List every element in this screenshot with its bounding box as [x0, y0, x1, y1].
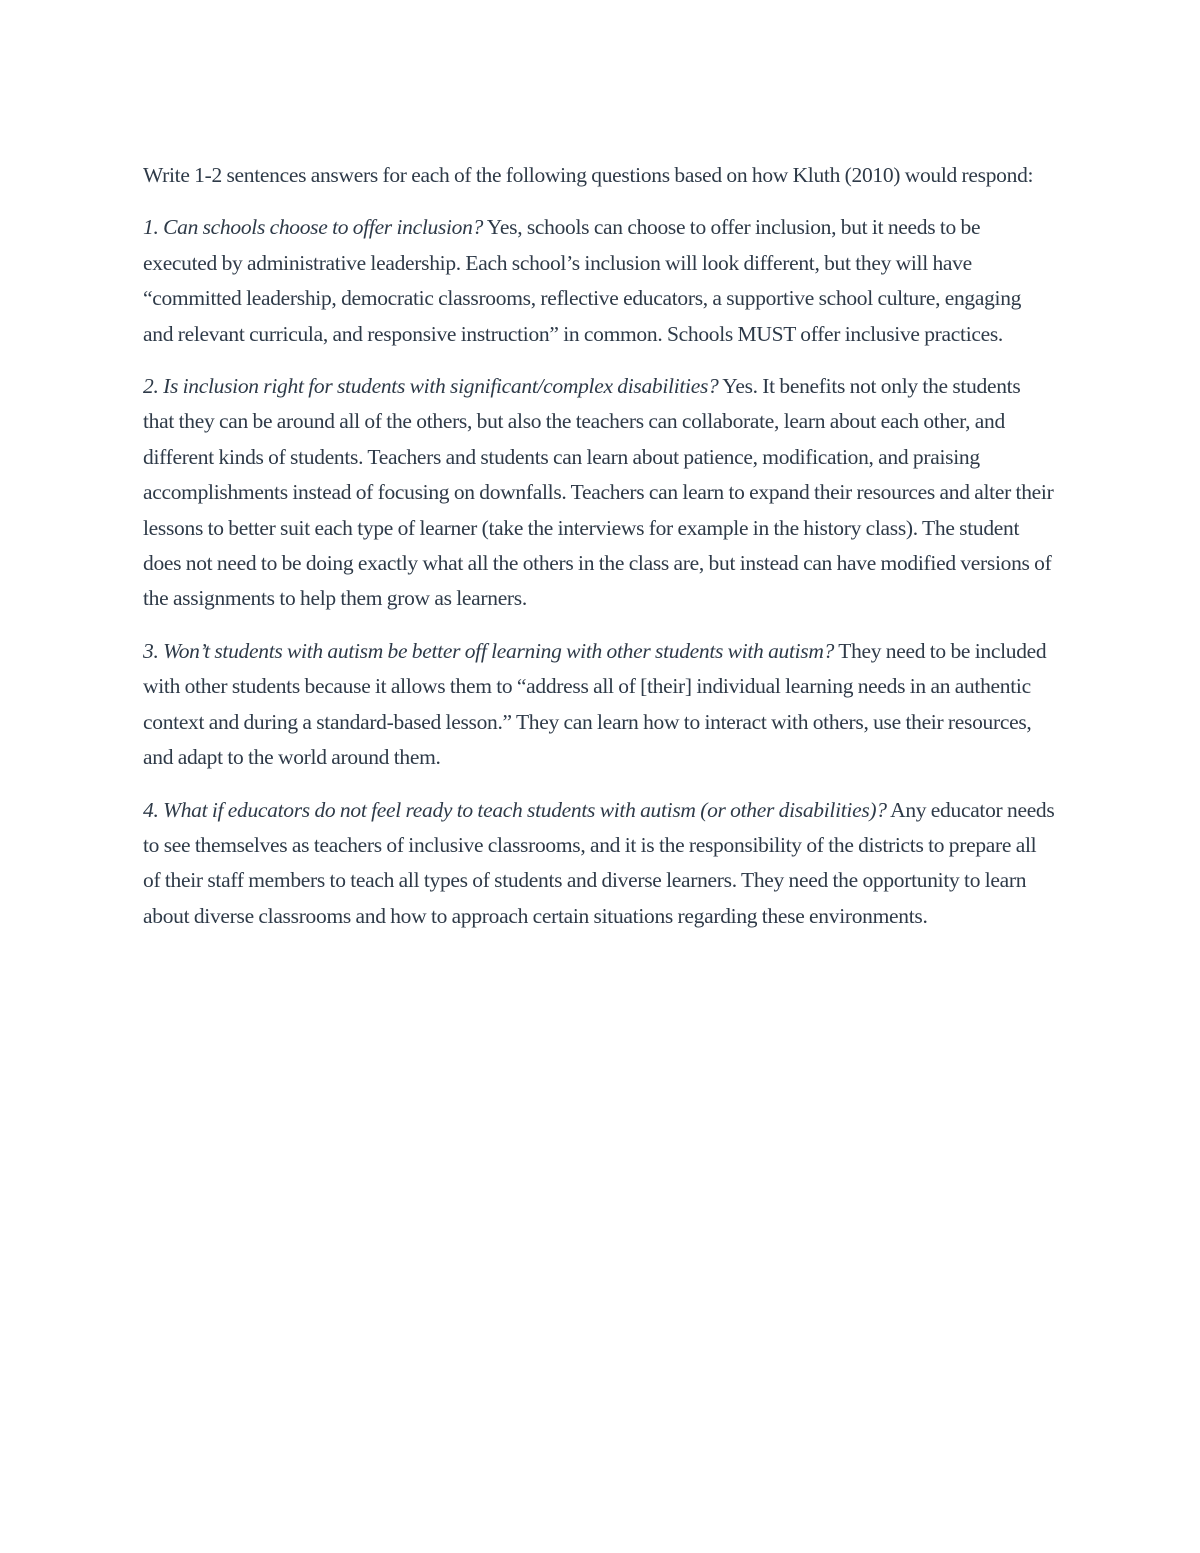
qa-item-2: [143, 369, 1055, 617]
question-4: 4. What if educators do not feel ready to teach students with autism (or other disabilities)?: [143, 797, 887, 822]
question-1: 1. Can schools choose to offer inclusion?: [143, 215, 484, 240]
answer-3: They need to be included with other students because it allows them to “address all of [their] individual learning needs in an authentic context and during a standard-based lesson.” They can learn how to interact with others, use their resources, and adapt to the world around them.: [143, 638, 1047, 770]
qa-item-4: [143, 793, 1055, 935]
question-2: 2. Is inclusion right for students with significant/complex disabilities?: [143, 374, 719, 399]
document-body: [143, 158, 1055, 951]
qa-item-1: [143, 210, 1055, 352]
answer-2: Yes. It benefits not only the students that they can be around all of the others, but also the teachers can collaborate, learn about each other, and different kinds of students. Teachers and students can learn about patience, modification, and praising accomplishments instead of focusing on downfalls. Teachers can learn to expand their resources and alter their lessons to better suit each type of learner (take the interviews for example in the history class). The student does not need to be doing exactly what all the others in the class are, but instead can have modified versions of the assignments to help them grow as learners.: [143, 374, 1054, 611]
intro-paragraph: Write 1-2 sentences answers for each of the following questions based on how Kluth (2010) would respond:: [143, 163, 1034, 187]
answer-1: Yes, schools can choose to offer inclusion, but it needs to be executed by administrative leadership. Each school’s inclusion will look different, but they will have “committed leadership, democratic classrooms, reflective educators, a supportive school culture, engaging and relevant curricula, and responsive instruction” in common. Schools MUST offer inclusive practices.: [143, 215, 1022, 346]
qa-item-3: [143, 634, 1055, 776]
answer-4: Any educator needs to see themselves as teachers of inclusive classrooms, and it is the responsibility of the districts to prepare all of their staff members to teach all types of students and diverse learners. They need the opportunity to learn about diverse classrooms and how to approach certain situations regarding these environments.: [143, 797, 1055, 928]
question-3: 3. Won’t students with autism be better off learning with other students with autism?: [143, 638, 835, 663]
